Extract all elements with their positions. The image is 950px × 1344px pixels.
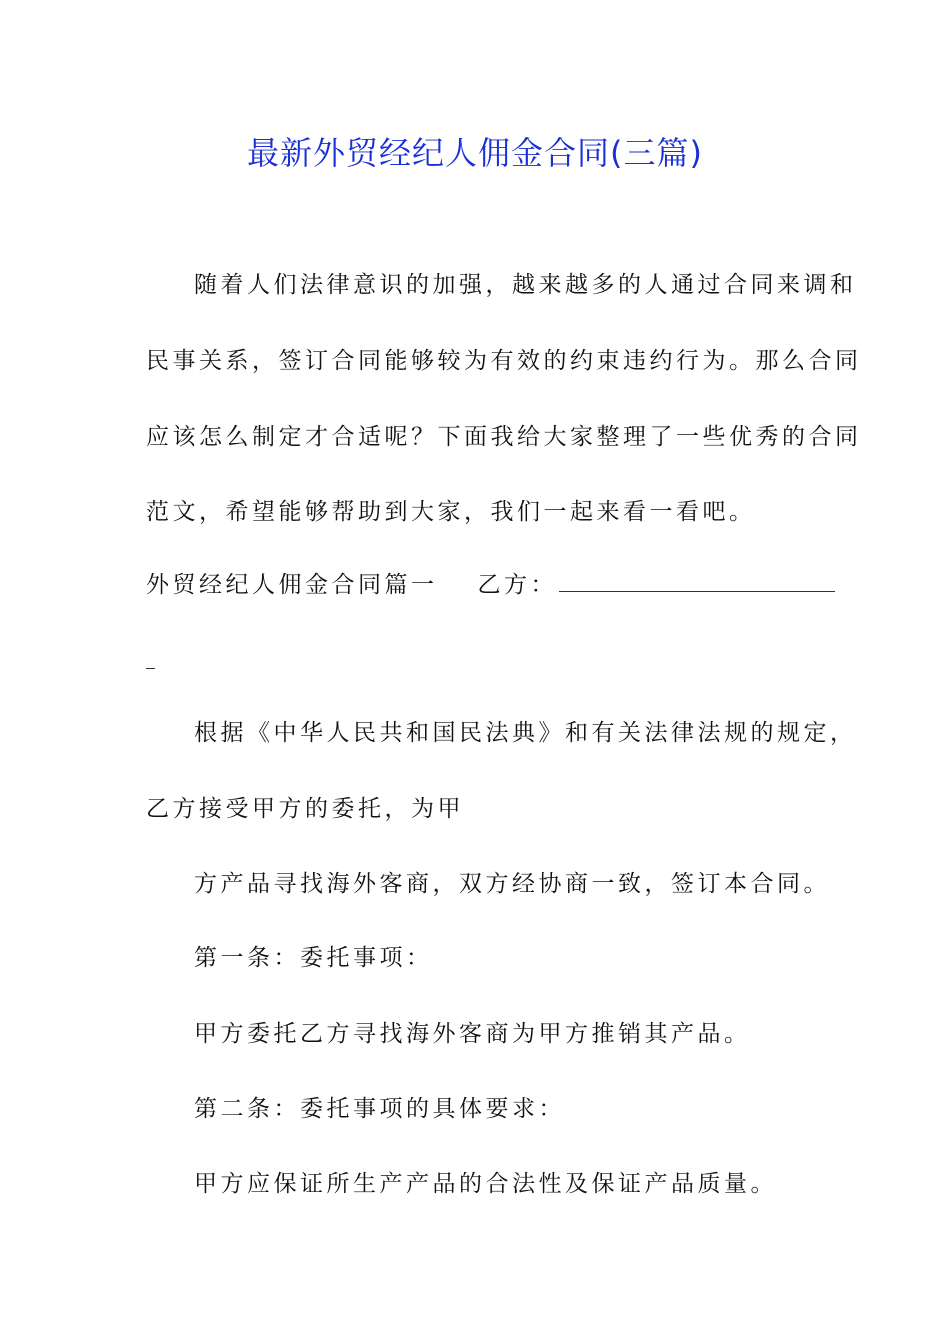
intro-line-3: 应该怎么制定才合适呢？下面我给大家整理了一些优秀的合同 [146, 424, 862, 450]
body-line-2: 乙方接受甲方的委托，为甲 [146, 796, 464, 822]
article-1-heading: 第一条：委托事项： [194, 945, 433, 971]
body-line-3: 方产品寻找海外客商，双方经协商一致，签订本合同。 [194, 871, 830, 897]
article-2-heading: 第二条：委托事项的具体要求： [194, 1096, 565, 1122]
party-b-blank [559, 573, 835, 592]
intro-line-1: 随着人们法律意识的加强，越来越多的人通过合同来调和 [194, 272, 857, 298]
body-line-1: 根据《中华人民共和国民法典》和有关法律法规的规定， [194, 720, 857, 746]
party-b-label: 乙方： [477, 572, 557, 598]
section-heading-row [146, 570, 835, 600]
section-heading: 外贸经纪人佣金合同篇一 [146, 572, 438, 598]
article-2-content: 甲方应保证所生产产品的合法性及保证产品质量。 [194, 1171, 777, 1197]
article-1-content: 甲方委托乙方寻找海外客商为甲方推销其产品。 [194, 1021, 751, 1047]
intro-line-2: 民事关系，签订合同能够较为有效的约束违约行为。那么合同 [146, 348, 862, 374]
intro-line-4: 范文，希望能够帮助到大家，我们一起来看一看吧。 [146, 499, 756, 525]
party-b-blank-continuation [146, 668, 155, 669]
document-title: 最新外贸经纪人佣金合同(三篇) [247, 134, 703, 172]
